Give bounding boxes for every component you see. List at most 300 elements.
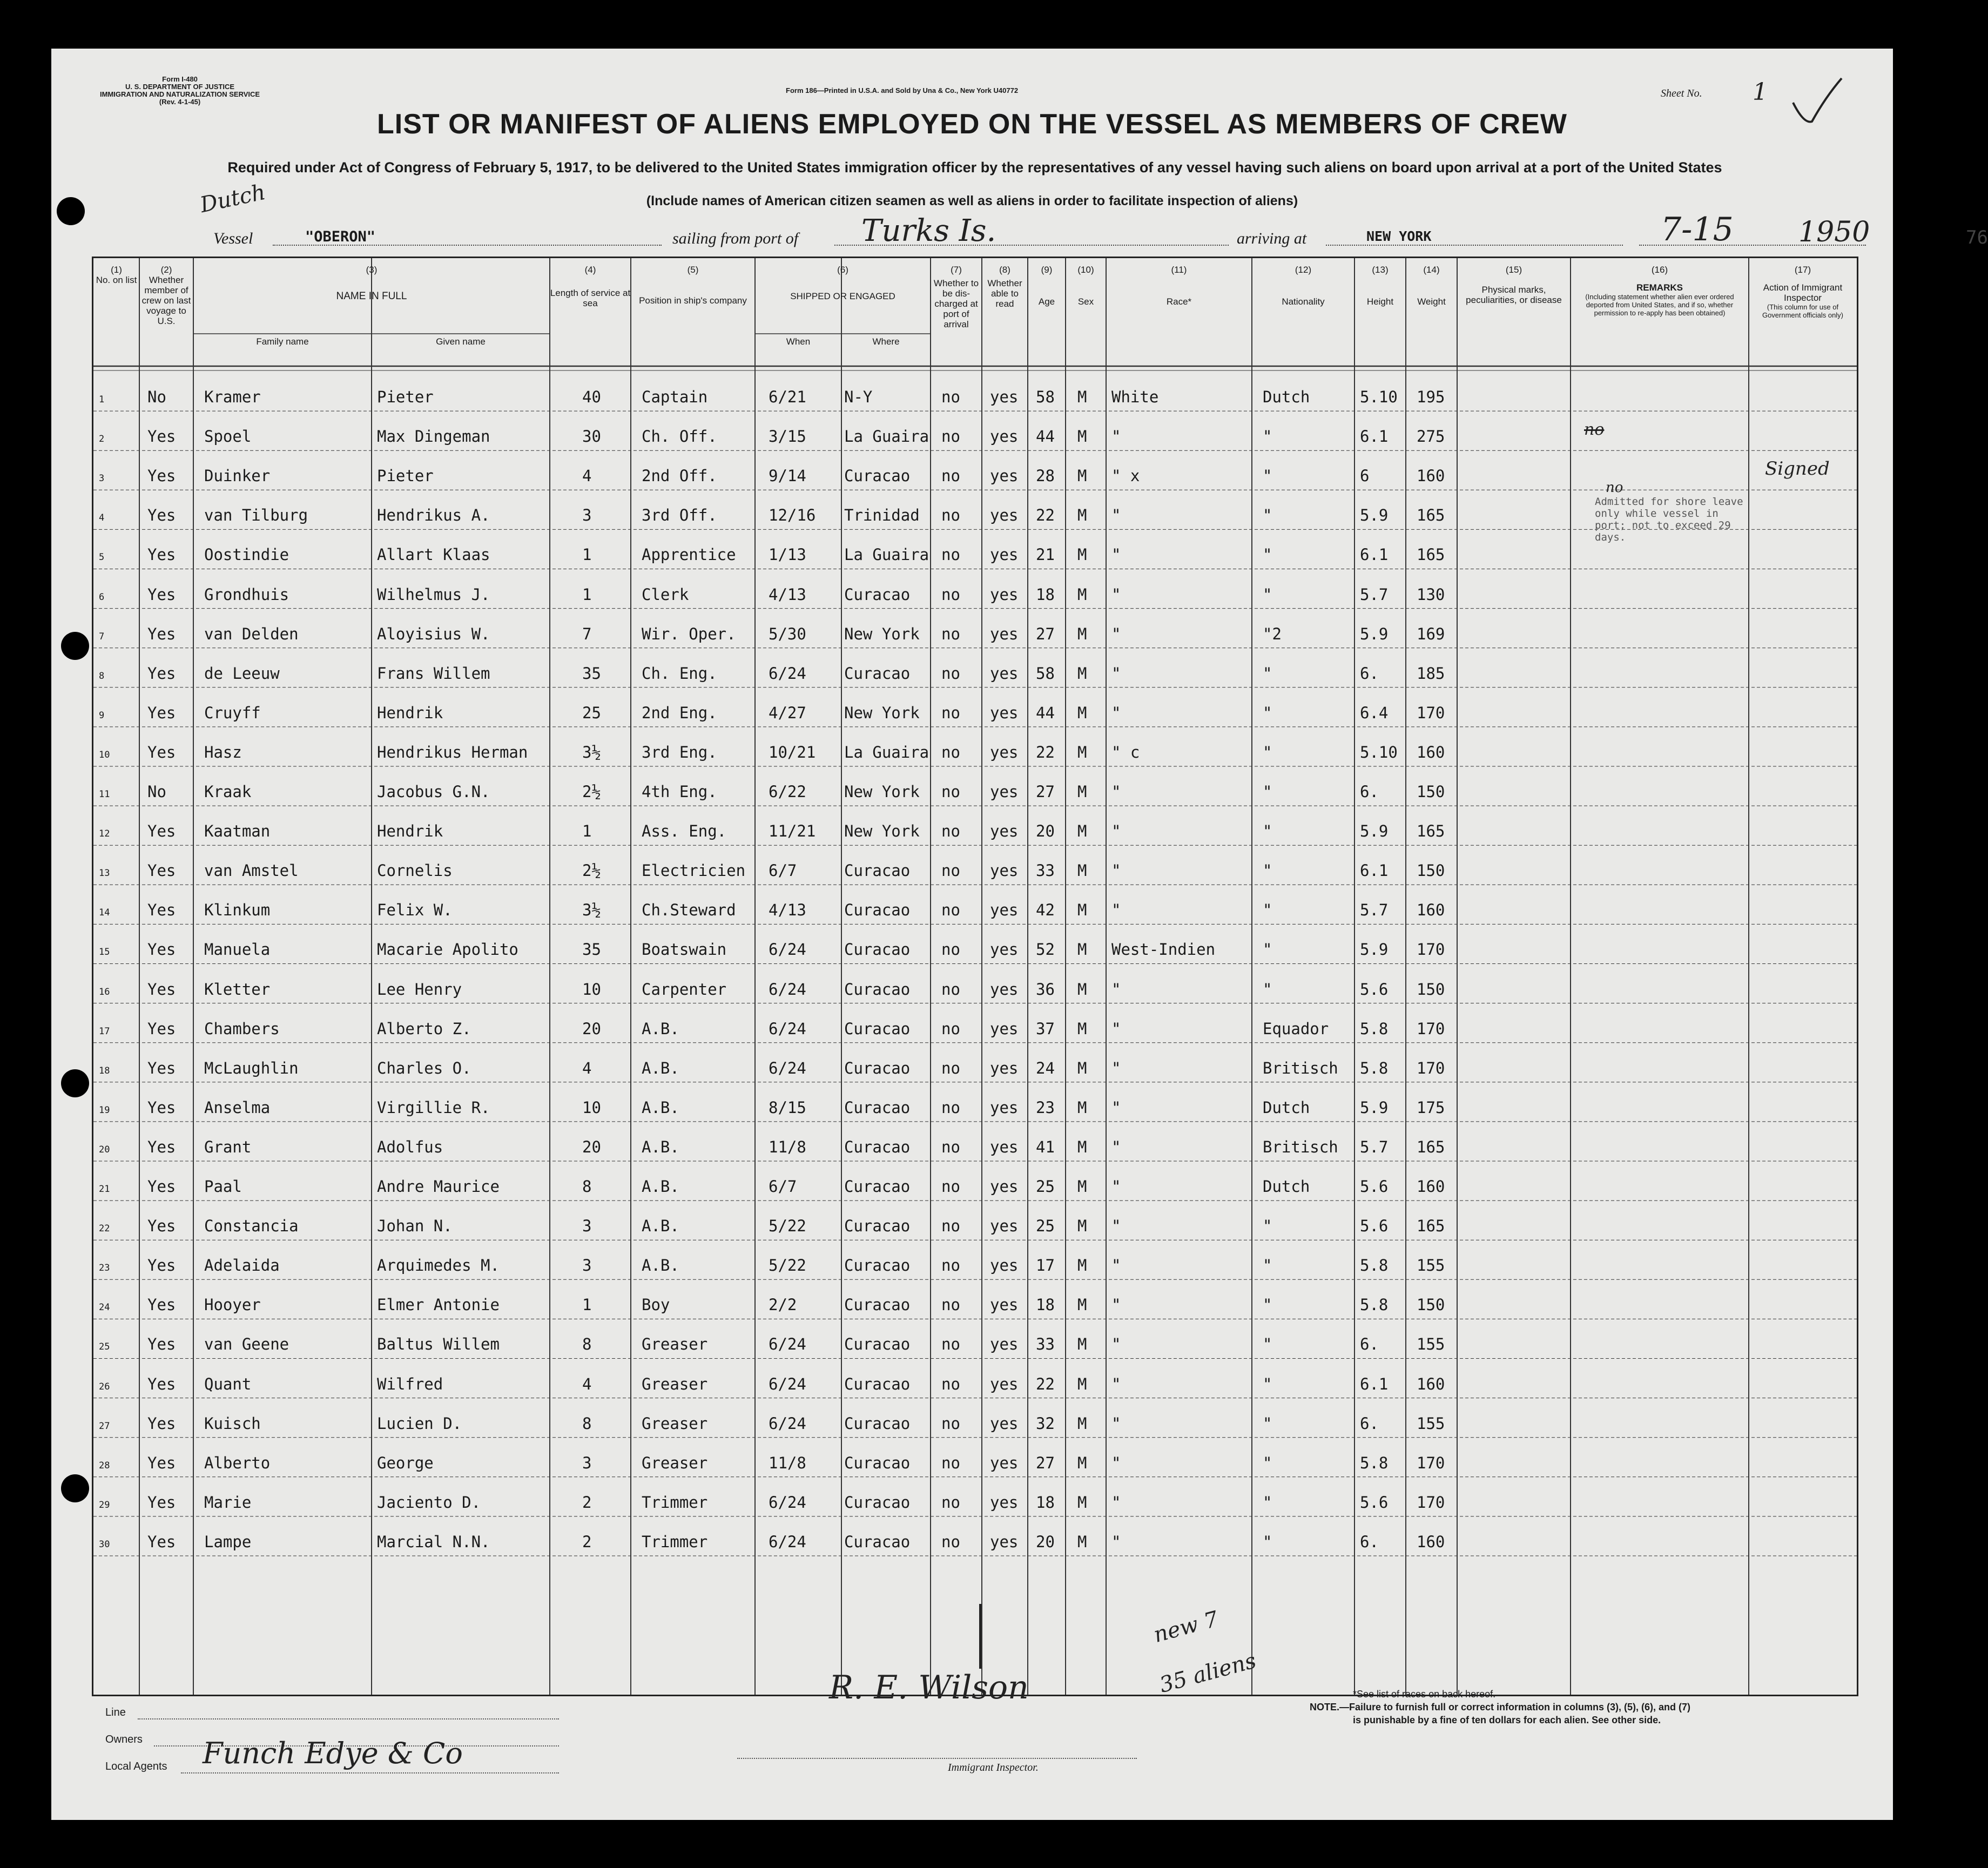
able-to-read: yes [990, 624, 1019, 643]
able-to-read: yes [990, 1374, 1019, 1393]
weight: 165 [1417, 1217, 1445, 1236]
able-to-read: yes [990, 1453, 1019, 1472]
given-name: Andre Maurice [377, 1177, 500, 1196]
height: 5.6 [1360, 1177, 1389, 1196]
where-header: Where [872, 336, 900, 347]
agents-label: Local Agents [105, 1761, 167, 1772]
row-number: 7 [99, 631, 105, 642]
shipped-where: New York [844, 783, 920, 801]
given-name: Allart Klaas [377, 545, 490, 564]
height: 5.7 [1360, 585, 1389, 604]
binder-hole [61, 1069, 89, 1097]
col8-header: (8) Whether able to read [987, 265, 1022, 309]
shipped-when: 6/7 [769, 1177, 797, 1196]
family-name: Grondhuis [204, 585, 289, 604]
length-of-service: 20 [582, 1137, 601, 1156]
shipped-when: 12/16 [769, 506, 816, 525]
able-to-read: yes [990, 822, 1019, 841]
length-of-service: 1 [582, 1296, 592, 1314]
length-of-service: 1 [582, 585, 592, 604]
race: " [1111, 1335, 1121, 1354]
shipped-when: 5/22 [769, 1217, 806, 1236]
crew-last-voyage: Yes [147, 1177, 176, 1196]
discharged-at-port: no [941, 1374, 960, 1393]
nationality: " [1263, 1453, 1272, 1472]
shipped-where: Curacao [844, 1217, 911, 1236]
height: 5.6 [1360, 1217, 1389, 1236]
age: 18 [1036, 1296, 1055, 1314]
able-to-read: yes [990, 1335, 1019, 1354]
row-number: 29 [99, 1499, 110, 1510]
height: 6. [1360, 1414, 1379, 1433]
given-name-header: Given name [436, 336, 486, 347]
race: " [1111, 822, 1121, 841]
sex: M [1077, 1177, 1087, 1196]
weight: 195 [1417, 388, 1445, 406]
given-name: Hendrik [377, 822, 443, 841]
height: 5.10 [1360, 743, 1398, 761]
nationality: Dutch [1263, 388, 1310, 406]
race: " [1111, 980, 1121, 999]
race: " [1111, 664, 1121, 683]
shipped-where: Curacao [844, 1019, 911, 1038]
family-name: Klinkum [204, 901, 271, 920]
shipped-where: Curacao [844, 1177, 911, 1196]
shipped-where: Curacao [844, 1098, 911, 1117]
height: 5.9 [1360, 822, 1389, 841]
height: 5.8 [1360, 1296, 1389, 1314]
given-name: Alberto Z. [377, 1019, 471, 1038]
given-name: Baltus Willem [377, 1335, 500, 1354]
shipped-where: Curacao [844, 901, 911, 920]
position: A.B. [642, 1058, 679, 1077]
given-name: Marcial N.N. [377, 1532, 490, 1551]
position: Ch.Steward [642, 901, 736, 920]
weight: 160 [1417, 1177, 1445, 1196]
length-of-service: 3 [582, 506, 592, 525]
inspector-signature: R. E. Wilson [829, 1669, 1029, 1707]
age: 44 [1036, 427, 1055, 446]
able-to-read: yes [990, 1177, 1019, 1196]
shipped-when: 2/2 [769, 1296, 797, 1314]
family-name: Hooyer [204, 1296, 261, 1314]
crew-last-voyage: Yes [147, 980, 176, 999]
shipped-where: Curacao [844, 980, 911, 999]
sex: M [1077, 545, 1087, 564]
position: A.B. [642, 1098, 679, 1117]
given-name: Elmer Antonie [377, 1296, 500, 1314]
crew-last-voyage: Yes [147, 1532, 176, 1551]
shipped-where: Curacao [844, 940, 911, 959]
height: 5.8 [1360, 1256, 1389, 1275]
sex: M [1077, 1137, 1087, 1156]
able-to-read: yes [990, 1098, 1019, 1117]
sex: M [1077, 1019, 1087, 1038]
height: 5.9 [1360, 506, 1389, 525]
position: Clerk [642, 585, 689, 604]
race: " [1111, 901, 1121, 920]
weight: 165 [1417, 1137, 1445, 1156]
race: " [1111, 1098, 1121, 1117]
row-number: 6 [99, 591, 105, 603]
weight: 150 [1417, 783, 1445, 801]
shipped-when: 6/24 [769, 1374, 806, 1393]
position: 3rd Off. [642, 506, 717, 525]
age: 33 [1036, 1335, 1055, 1354]
crew-last-voyage: Yes [147, 703, 176, 722]
nationality: " [1263, 980, 1272, 999]
weight: 170 [1417, 1058, 1445, 1077]
discharged-at-port: no [941, 743, 960, 761]
family-name-header: Family name [256, 336, 309, 347]
length-of-service: 8 [582, 1177, 592, 1196]
sex: M [1077, 822, 1087, 841]
given-name: Felix W. [377, 901, 453, 920]
row-number: 12 [99, 828, 110, 840]
col15-header: (15) Physical marks, peculiarities, or disease [1466, 265, 1562, 305]
family-name: Oostindie [204, 545, 289, 564]
discharged-at-port: no [941, 545, 960, 564]
shipped-where: Curacao [844, 1374, 911, 1393]
position: Boatswain [642, 940, 727, 959]
shipped-when: 4/27 [769, 703, 806, 722]
family-name: Kaatman [204, 822, 271, 841]
given-name: Wilfred [377, 1374, 443, 1393]
family-name: Duinker [204, 467, 271, 485]
crew-last-voyage: Yes [147, 901, 176, 920]
age: 18 [1036, 1493, 1055, 1512]
race: " [1111, 1532, 1121, 1551]
weight: 169 [1417, 624, 1445, 643]
row-number: 27 [99, 1420, 110, 1432]
row-number: 9 [99, 710, 105, 721]
nationality: " [1263, 467, 1272, 485]
crew-last-voyage: Yes [147, 1374, 176, 1393]
nationality: " [1263, 1335, 1272, 1354]
weight: 155 [1417, 1256, 1445, 1275]
row-number: 20 [99, 1144, 110, 1155]
remarks-stamp: Admitted for shore leave only while vessel in port; not to exceed 29 days. [1595, 496, 1743, 543]
family-name: van Geene [204, 1335, 289, 1354]
length-of-service: 35 [582, 940, 601, 959]
family-name: Chambers [204, 1019, 280, 1038]
discharged-at-port: no [941, 1414, 960, 1433]
age: 27 [1036, 624, 1055, 643]
row-number: 22 [99, 1223, 110, 1235]
family-name: Kletter [204, 980, 271, 999]
page-title: LIST OR MANIFEST OF ALIENS EMPLOYED ON THE VESSEL AS MEMBERS OF CREW [377, 109, 1567, 140]
height: 6.1 [1360, 861, 1389, 880]
weight: 155 [1417, 1335, 1445, 1354]
weight: 170 [1417, 703, 1445, 722]
sex: M [1077, 1296, 1087, 1314]
able-to-read: yes [990, 1296, 1019, 1314]
sheet-label: Sheet No. [1661, 87, 1702, 99]
when-header: When [786, 336, 811, 347]
race: White [1111, 388, 1159, 406]
crew-last-voyage: Yes [147, 427, 176, 446]
nationality: " [1263, 427, 1272, 446]
nationality: "2 [1263, 624, 1282, 643]
crew-last-voyage: Yes [147, 1453, 176, 1472]
shipped-when: 6/24 [769, 1493, 806, 1512]
discharged-at-port: no [941, 624, 960, 643]
nationality: " [1263, 1296, 1272, 1314]
row-number: 23 [99, 1263, 110, 1274]
shipped-when: 10/21 [769, 743, 816, 761]
nationality: " [1263, 822, 1272, 841]
position: A.B. [642, 1019, 679, 1038]
position: Trimmer [642, 1493, 708, 1512]
age: 27 [1036, 1453, 1055, 1472]
able-to-read: yes [990, 1137, 1019, 1156]
family-name: Kramer [204, 388, 261, 406]
age: 25 [1036, 1177, 1055, 1196]
col16-header: (16) REMARKS (Including statement whether alien ever ordered deported from United States, and if so, whether permission to re-apply has been obtained) [1585, 265, 1734, 317]
able-to-read: yes [990, 1217, 1019, 1236]
family-name: van Delden [204, 624, 299, 643]
weight: 160 [1417, 901, 1445, 920]
sex: M [1077, 1532, 1087, 1551]
age: 37 [1036, 1019, 1055, 1038]
row-number: 30 [99, 1539, 110, 1550]
col7-header: (7) Whether to be dis-charged at port of arrival [933, 265, 979, 329]
height: 5.7 [1360, 1137, 1389, 1156]
hand-note-new: new 7 [1151, 1607, 1221, 1648]
given-name: Charles O. [377, 1058, 471, 1077]
height: 5.9 [1360, 1098, 1389, 1117]
col13-header: (13) Height [1366, 265, 1394, 307]
able-to-read: yes [990, 1493, 1019, 1512]
printer-line: Form 186—Printed in U.S.A. and Sold by Una & Co., New York U40772 [786, 86, 1019, 95]
position: Ch. Eng. [642, 664, 717, 683]
handwritten-note: Dutch [198, 179, 268, 218]
weight: 185 [1417, 664, 1445, 683]
discharged-at-port: no [941, 1217, 960, 1236]
shipped-where: Curacao [844, 1493, 911, 1512]
family-name: McLaughlin [204, 1058, 299, 1077]
given-name: Lucien D. [377, 1414, 462, 1433]
able-to-read: yes [990, 703, 1019, 722]
shipped-when: 6/24 [769, 664, 806, 683]
nationality: Britisch [1263, 1058, 1338, 1077]
inspector-label: Immigrant Inspector. [948, 1762, 1039, 1773]
crew-last-voyage: Yes [147, 861, 176, 880]
nationality: " [1263, 664, 1272, 683]
shipped-when: 6/24 [769, 1019, 806, 1038]
sex: M [1077, 427, 1087, 446]
crew-last-voyage: Yes [147, 1256, 176, 1275]
weight: 160 [1417, 467, 1445, 485]
age: 32 [1036, 1414, 1055, 1433]
race: " [1111, 861, 1121, 880]
given-name: Frans Willem [377, 664, 490, 683]
nationality: " [1263, 545, 1272, 564]
shipped-where: Curacao [844, 861, 911, 880]
age: 20 [1036, 822, 1055, 841]
nationality: " [1263, 1374, 1272, 1393]
row-number: 11 [99, 789, 110, 800]
race: " [1111, 1493, 1121, 1512]
discharged-at-port: no [941, 1532, 960, 1551]
sailing-port: Turks Is. [861, 213, 996, 248]
nationality: Dutch [1263, 1177, 1310, 1196]
family-name: Grant [204, 1137, 252, 1156]
discharged-at-port: no [941, 1019, 960, 1038]
position: Carpenter [642, 980, 727, 999]
sex: M [1077, 1256, 1087, 1275]
age: 58 [1036, 664, 1055, 683]
discharged-at-port: no [941, 1493, 960, 1512]
shipped-where: Curacao [844, 585, 911, 604]
age: 33 [1036, 861, 1055, 880]
length-of-service: 2½ [582, 783, 601, 801]
shipped-where: New York [844, 703, 920, 722]
row-number: 2 [99, 434, 105, 445]
able-to-read: yes [990, 506, 1019, 525]
position: Greaser [642, 1453, 708, 1472]
sex: M [1077, 1335, 1087, 1354]
given-name: Lee Henry [377, 980, 462, 999]
weight: 165 [1417, 506, 1445, 525]
shipped-when: 6/24 [769, 1335, 806, 1354]
given-name: Jacobus G.N. [377, 783, 490, 801]
sex: M [1077, 1493, 1087, 1512]
nationality: " [1263, 1414, 1272, 1433]
length-of-service: 8 [582, 1414, 592, 1433]
family-name: van Tilburg [204, 506, 308, 525]
weight: 155 [1417, 1414, 1445, 1433]
race: " [1111, 427, 1121, 446]
shipped-where: Curacao [844, 1453, 911, 1472]
family-name: Adelaida [204, 1256, 280, 1275]
row-number: 25 [99, 1341, 110, 1353]
family-name: Kraak [204, 783, 252, 801]
family-name: de Leeuw [204, 664, 280, 683]
race: " x [1111, 467, 1140, 485]
shipped-when: 5/30 [769, 624, 806, 643]
given-name: Johan N. [377, 1217, 453, 1236]
discharged-at-port: no [941, 1453, 960, 1472]
remarks-hand-no: no [1606, 480, 1623, 496]
sex: M [1077, 703, 1087, 722]
discharged-at-port: no [941, 783, 960, 801]
crew-last-voyage: Yes [147, 1058, 176, 1077]
able-to-read: yes [990, 783, 1019, 801]
position: 4th Eng. [642, 783, 717, 801]
family-name: Hasz [204, 743, 242, 761]
weight: 130 [1417, 585, 1445, 604]
line-label: Line [105, 1707, 126, 1718]
sex: M [1077, 901, 1087, 920]
subnote: (Include names of American citizen seamen as well as aliens in order to facilitate inspection of aliens) [646, 193, 1298, 208]
discharged-at-port: no [941, 980, 960, 999]
discharged-at-port: no [941, 703, 960, 722]
able-to-read: yes [990, 1256, 1019, 1275]
nationality: " [1263, 940, 1272, 959]
race: " [1111, 1296, 1121, 1314]
family-name: van Amstel [204, 861, 299, 880]
position: Greaser [642, 1335, 708, 1354]
col5-header: (5) Position in ship's company [639, 265, 747, 306]
able-to-read: yes [990, 901, 1019, 920]
sex: M [1077, 1217, 1087, 1236]
shipped-when: 3/15 [769, 427, 806, 446]
owners-label: Owners [105, 1734, 143, 1745]
nationality: " [1263, 585, 1272, 604]
position: A.B. [642, 1177, 679, 1196]
weight: 175 [1417, 1098, 1445, 1117]
shipped-where: New York [844, 624, 920, 643]
shipped-where: N-Y [844, 388, 873, 406]
crew-last-voyage: Yes [147, 585, 176, 604]
family-name: Alberto [204, 1453, 271, 1472]
sex: M [1077, 585, 1087, 604]
shipped-where: Curacao [844, 1137, 911, 1156]
weight: 150 [1417, 1296, 1445, 1314]
row-number: 1 [99, 394, 105, 405]
family-name: Spoel [204, 427, 252, 446]
shipped-when: 5/22 [769, 1256, 806, 1275]
crew-last-voyage: Yes [147, 1493, 176, 1512]
height: 6. [1360, 664, 1379, 683]
age: 20 [1036, 1532, 1055, 1551]
shipped-where: La Guaira [844, 743, 929, 761]
sex: M [1077, 743, 1087, 761]
family-name: Manuela [204, 940, 271, 959]
height: 5.10 [1360, 388, 1398, 406]
shipped-where: Curacao [844, 467, 911, 485]
given-name: Hendrikus A. [377, 506, 490, 525]
family-name: Quant [204, 1374, 252, 1393]
family-name: Lampe [204, 1532, 252, 1551]
length-of-service: 35 [582, 664, 601, 683]
crew-last-voyage: Yes [147, 467, 176, 485]
shipped-where: Curacao [844, 1335, 911, 1354]
length-of-service: 4 [582, 1058, 592, 1077]
table-grid-lines [93, 258, 1857, 1695]
age: 44 [1036, 703, 1055, 722]
position: A.B. [642, 1137, 679, 1156]
age: 42 [1036, 901, 1055, 920]
discharged-at-port: no [941, 861, 960, 880]
nationality: " [1263, 506, 1272, 525]
crew-last-voyage: Yes [147, 624, 176, 643]
able-to-read: yes [990, 467, 1019, 485]
shipped-when: 6/21 [769, 388, 806, 406]
discharged-at-port: no [941, 1335, 960, 1354]
age: 58 [1036, 388, 1055, 406]
row-number: 18 [99, 1065, 110, 1076]
height: 5.8 [1360, 1019, 1389, 1038]
height: 5.7 [1360, 901, 1389, 920]
sex: M [1077, 861, 1087, 880]
remarks-strike: no [1584, 420, 1605, 439]
family-name: Anselma [204, 1098, 271, 1117]
nationality: " [1263, 1532, 1272, 1551]
sex: M [1077, 940, 1087, 959]
crew-table [92, 257, 1858, 1696]
shipped-where: Trinidad [844, 506, 920, 525]
race: " [1111, 1256, 1121, 1275]
agents-underline [181, 1772, 559, 1773]
age: 22 [1036, 1374, 1055, 1393]
length-of-service: 8 [582, 1335, 592, 1354]
position: Ass. Eng. [642, 822, 727, 841]
discharged-at-port: no [941, 822, 960, 841]
given-name: Cornelis [377, 861, 453, 880]
shipped-when: 6/22 [769, 783, 806, 801]
